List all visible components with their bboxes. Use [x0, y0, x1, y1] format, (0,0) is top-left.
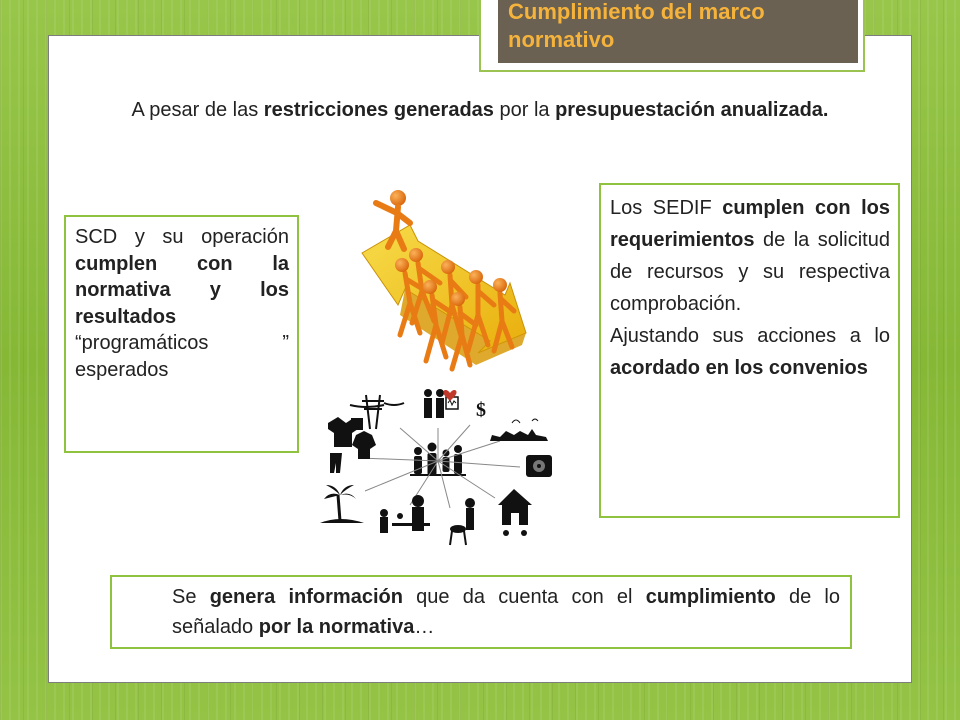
right-text-3: Ajustando sus acciones a lo [610, 325, 890, 347]
beach-icon [320, 485, 364, 523]
left-text-box [64, 215, 299, 453]
power-line-icon [350, 395, 404, 429]
right-text-box [599, 183, 900, 518]
bottom-text-4: … [414, 616, 435, 638]
illustration [300, 183, 595, 555]
bottom-text-box [110, 575, 852, 649]
house-icon [498, 489, 532, 536]
dollar-icon: $ [476, 399, 486, 421]
dining-icon [380, 495, 430, 533]
left-bold-1: cumplen con la normativa y los resultados [75, 252, 289, 328]
right-bold-2: acordado en los convenios [610, 357, 868, 379]
intro-bold-1: restricciones generadas [263, 99, 494, 121]
left-text-2: “programáticos ” esperados [75, 332, 289, 381]
intro-text-2: por la [493, 99, 556, 121]
right-text-1: Los SEDIF [610, 197, 723, 219]
film-reel-icon [526, 455, 552, 477]
intro-text [60, 95, 900, 125]
barbecue-icon [450, 498, 475, 545]
bottom-bold-2: cumplimiento [645, 586, 776, 608]
bottom-text-2: que da cuenta con el [402, 586, 646, 608]
bottom-text-1: Se [172, 586, 210, 608]
left-text-1: SCD y su operación [75, 226, 289, 248]
people-pushing-arrow-icon [362, 190, 526, 369]
right-text-2: de la solicitud de recursos y su respectiva comprobación. [610, 229, 890, 315]
bottom-bold-1: genera información [209, 586, 403, 608]
intro-bold-2: presupuestación anualizada. [555, 99, 829, 121]
right-bold-1: cumplen con los requerimientos [610, 197, 890, 251]
bottom-bold-3: por la normativa [258, 616, 415, 638]
intro-text-1: A pesar de las [131, 99, 264, 121]
wildlife-icon [490, 419, 548, 441]
bottom-text-3: de lo señalado [172, 586, 840, 638]
slide-title: Cumplimiento del marco normativo [498, 0, 858, 63]
